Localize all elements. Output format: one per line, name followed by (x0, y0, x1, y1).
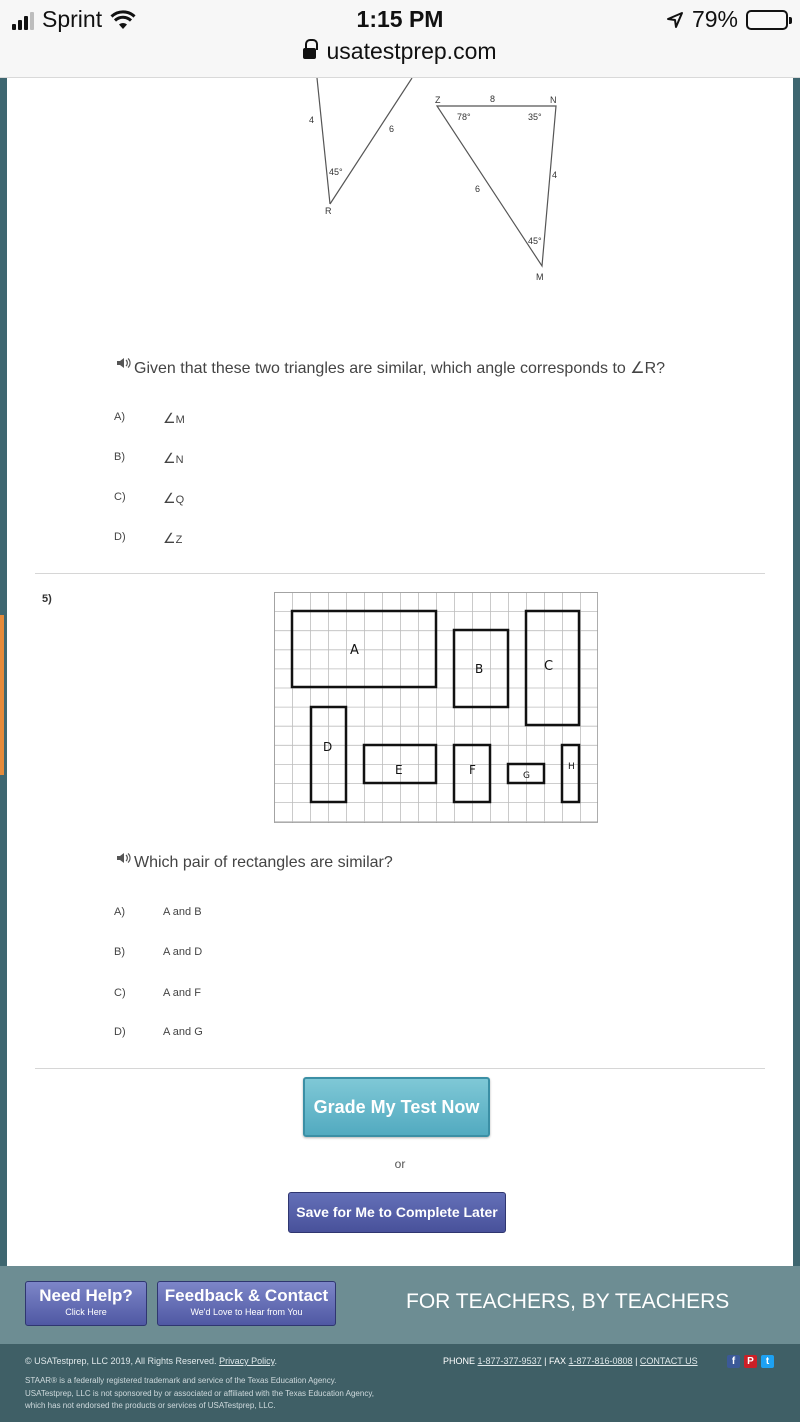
choice-text[interactable]: A and B (163, 906, 202, 918)
phone-link[interactable]: 1-877-377-9537 (477, 1356, 542, 1366)
triangles-figure (300, 78, 580, 288)
battery-group (666, 6, 788, 33)
rect-d-label: D (323, 740, 333, 754)
choice-letter[interactable]: D) (114, 1026, 126, 1038)
choice-letter[interactable]: D) (114, 531, 126, 543)
privacy-policy-link[interactable]: Privacy Policy (219, 1356, 275, 1366)
vertex-r-label: R (325, 206, 332, 216)
choice-text[interactable]: A and G (163, 1026, 203, 1038)
choice-letter[interactable]: C) (114, 987, 126, 999)
need-help-title: Need Help? (39, 1286, 133, 1305)
choice-text[interactable]: ∠Z (163, 530, 183, 546)
need-help-subtitle: Click Here (65, 1307, 107, 1317)
twitter-icon[interactable]: t (761, 1355, 774, 1368)
question-divider (35, 573, 765, 574)
question-5-number: 5) (42, 593, 52, 605)
angle-z-label: 78° (457, 112, 471, 122)
pinterest-icon[interactable]: P (744, 1355, 757, 1368)
choice-text[interactable]: A and D (163, 946, 203, 958)
choice-text[interactable]: ∠N (163, 450, 184, 466)
rect-h-label: H (568, 762, 575, 772)
triangle-left-edge-a (317, 78, 330, 204)
angle-symbol-icon: ∠ (163, 450, 176, 466)
copyright-text: © USATestprep, LLC 2019, All Rights Reserved. (25, 1356, 217, 1366)
rect-a (292, 611, 436, 687)
fax-label: FAX (548, 1356, 566, 1366)
copyright-line: © USATestprep, LLC 2019, All Rights Reserved. Privacy Policy. (25, 1356, 277, 1366)
triangle-left-edge-b (330, 78, 412, 204)
feedback-contact-button[interactable] (157, 1281, 336, 1326)
choice-letter[interactable]: A) (114, 906, 125, 918)
choice-letter[interactable]: B) (114, 946, 125, 958)
question-divider (35, 1068, 765, 1069)
left-side-label-4: 4 (309, 115, 315, 125)
left-side-label-6: 6 (389, 124, 395, 134)
angle-symbol-icon: ∠ (163, 490, 176, 506)
feedback-title: Feedback & Contact (164, 1286, 329, 1305)
question-4-prompt: Given that these two triangles are similar, which angle corresponds to ∠R? (134, 360, 666, 377)
carrier-name: Sprint (42, 6, 103, 32)
scroll-marker (0, 615, 4, 775)
battery-percent: 79% (691, 6, 738, 32)
speaker-icon[interactable] (116, 357, 132, 369)
grade-test-button[interactable]: Grade My Test Now (303, 1077, 490, 1137)
right-side-label-8: 8 (490, 94, 496, 104)
feedback-subtitle: We'd Love to Hear from You (190, 1307, 303, 1317)
choice-text[interactable]: ∠M (163, 410, 185, 426)
left-angle-label: 45° (329, 167, 343, 177)
choice-letter[interactable]: A) (114, 411, 125, 423)
url-text: usatestprep.com (326, 38, 497, 64)
page-frame-right (793, 78, 800, 1266)
choice-text[interactable]: A and F (163, 987, 201, 999)
footer-tagline: FOR TEACHERS, BY TEACHERS (406, 1290, 730, 1313)
battery-icon (746, 10, 788, 30)
choice-text[interactable]: ∠Q (163, 490, 185, 506)
rect-e-label: E (395, 763, 403, 777)
rect-f-label: F (469, 763, 476, 777)
right-side-label-4: 4 (552, 170, 558, 180)
vertex-n-label: N (550, 95, 557, 105)
question-5-prompt: Which pair of rectangles are similar? (134, 854, 393, 871)
vertex-z-label: Z (435, 95, 441, 105)
browser-status-bar (0, 0, 800, 78)
speaker-icon[interactable] (116, 852, 132, 864)
rect-c-label: C (544, 659, 554, 674)
rect-h (562, 745, 579, 802)
contact-us-link[interactable]: CONTACT US (639, 1356, 698, 1366)
choice-letter[interactable]: C) (114, 491, 126, 503)
address-bar[interactable] (0, 38, 800, 65)
facebook-icon[interactable]: f (727, 1355, 740, 1368)
angle-symbol-icon: ∠ (163, 410, 176, 426)
or-separator: or (394, 1157, 406, 1171)
contact-line: PHONE 1-877-377-9537 | FAX 1-877-816-0808 | CONTACT US (443, 1356, 698, 1366)
clock: 1:15 PM (356, 6, 444, 32)
vertex-m-label: M (536, 272, 544, 282)
angle-n-label: 35° (528, 112, 542, 122)
rect-b-label: B (475, 662, 484, 676)
angle-symbol-icon: ∠ (163, 530, 176, 546)
choice-letter[interactable]: B) (114, 451, 125, 463)
disclaimer-text: STAAR® is a federally registered trademark and service of the Texas Education Agency. USATestprep, LLC is not sponsored by or associated or affiliated with the Texas Education Agency, which has not endorsed the products or services of USATestprep, LLC. (25, 1376, 374, 1410)
right-side-label-6: 6 (475, 184, 481, 194)
fax-link[interactable]: 1-877-816-0808 (568, 1356, 633, 1366)
save-for-later-button[interactable]: Save for Me to Complete Later (288, 1192, 506, 1233)
rect-g-label: G (523, 771, 530, 781)
lock-icon (303, 45, 316, 60)
rect-a-label: A (350, 643, 359, 658)
location-arrow-icon (666, 11, 684, 29)
angle-m-label: 45° (528, 236, 542, 246)
rectangles-grid-figure (274, 592, 598, 823)
phone-label: PHONE (443, 1356, 476, 1366)
need-help-button[interactable] (25, 1281, 147, 1326)
